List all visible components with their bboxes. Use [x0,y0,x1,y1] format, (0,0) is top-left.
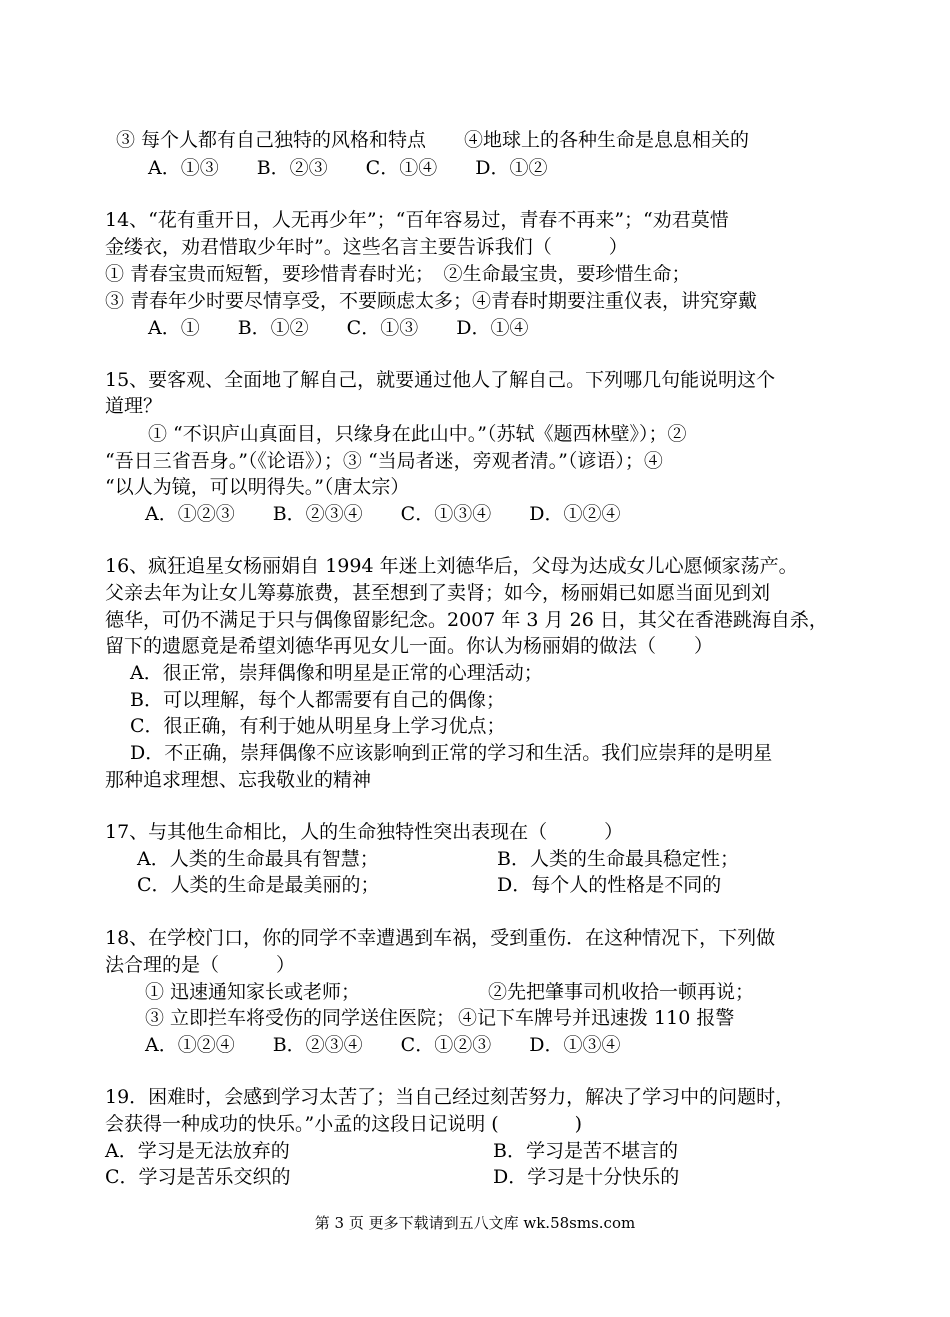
q13-statement-line: ③ 每个人都有自己独特的风格和特点 ④地球上的各种生命是息息相关的 [116,129,750,151]
q18-statement-1: ① 迅速通知家长或老师； [145,981,361,1003]
q17-option-c: C．人类的生命是最美丽的； [137,874,380,896]
q16-stem-line-4: 留下的遗愿竟是希望刘德华再见女儿一面。你认为杨丽娟的做法（ ） [105,635,714,657]
q14-stem-line-1: 14、“花有重开日，人无再少年”；“百年容易过，青春不再来”；“劝君莫惜 [105,209,729,231]
q15-stem-line-2: 道理？ [105,395,163,417]
q14-options: A．① B．①② C．①③ D．①④ [148,317,529,339]
q16-option-d-line-1: D．不正确，崇拜偶像不应该影响到正常的学习和生活。我们应崇拜的是明星 [130,742,773,764]
q17-option-b: B．人类的生命最具稳定性； [497,848,739,870]
q17-option-d: D．每个人的性格是不同的 [497,874,722,896]
page-footer: 第 3 页 更多下载请到五八文库 wk.58sms.com [314,1214,636,1232]
q19-stem-line-1: 19．困难时，会感到学习太苦了；当自己经过刻苦努力，解决了学习中的问题时， [105,1086,795,1108]
q15-quote-line-1: ① “不识庐山真面目，只缘身在此山中。”（苏轼《题西林壁》）；② [148,423,687,445]
q14-stem-line-2: 金缕衣，劝君惜取少年时”。这些名言主要告诉我们（ ） [105,236,628,258]
q16-option-d-line-2: 那种追求理想、忘我敬业的精神 [105,769,372,791]
q18-options: A．①②④ B．②③④ C．①②③ D．①③④ [145,1034,621,1056]
q18-statement-2: ②先把肇事司机收拾一顿再说； [488,981,755,1003]
q19-option-b: B．学习是苦不堪言的 [493,1140,678,1162]
q13-options: A．①③ B．②③ C．①④ D．①② [148,157,548,179]
q16-stem-line-1: 16、疯狂追星女杨丽娟自 1994 年迷上刘德华后，父母为达成女儿心愿倾家荡产。 [105,555,798,577]
q15-quote-line-3: “以人为镜，可以明得失。”（唐太宗） [105,476,410,498]
q19-option-a: A．学习是无法放弃的 [105,1140,290,1162]
q15-stem-line-1: 15、要客观、全面地了解自己，就要通过他人了解自己。下列哪几句能说明这个 [105,369,776,391]
q18-statement-3: ③ 立即拦车将受伤的同学送住医院； [145,1007,456,1029]
q16-option-c: C．很正确，有利于她从明星身上学习优点； [130,715,506,737]
q18-stem-line-2: 法合理的是（ ） [105,954,296,976]
q18-stem-line-1: 18、在学校门口，你的同学不幸遭遇到车祸，受到重伤．在这种情况下，下列做 [105,927,776,949]
q19-option-d: D．学习是十分快乐的 [493,1166,680,1188]
q16-stem-line-2: 父亲去年为让女儿筹募旅费，甚至想到了卖肾；如今，杨丽娟已如愿当面见到刘 [105,582,771,604]
q16-stem-line-3: 德华，可仍不满足于只与偶像留影纪念。2007 年 3 月 26 日，其父在香港跳海自杀， [105,609,828,631]
q15-quote-line-2: “吾日三省吾身。”（《论语》）；③ “当局者迷，旁观者清。”（谚语）；④ [105,450,663,472]
q14-statement-3-4: ③ 青春年少时要尽情享受，不要顾虑太多；④青春时期要注重仪表，讲究穿戴 [105,290,758,312]
q17-option-a: A．人类的生命最具有智慧； [137,848,379,870]
q18-statement-4: ④记下车牌号并迅速拨 110 报警 [458,1007,735,1029]
q15-options: A．①②③ B．②③④ C．①③④ D．①②④ [145,503,621,525]
q19-stem-line-2: 会获得一种成功的快乐。”小孟的这段日记说明 ( ) [105,1113,583,1135]
q19-option-c: C．学习是苦乐交织的 [105,1166,291,1188]
q17-stem: 17、与其他生命相比，人的生命独特性突出表现在（ ） [105,821,624,843]
q16-option-a: A．很正常，崇拜偶像和明星是正常的心理活动； [130,662,543,684]
q16-option-b: B．可以理解，每个人都需要有自己的偶像； [130,689,505,711]
q14-statement-1-2: ① 青春宝贵而短暂，要珍惜青春时光； ②生命最宝贵，要珍惜生命； [105,263,691,285]
